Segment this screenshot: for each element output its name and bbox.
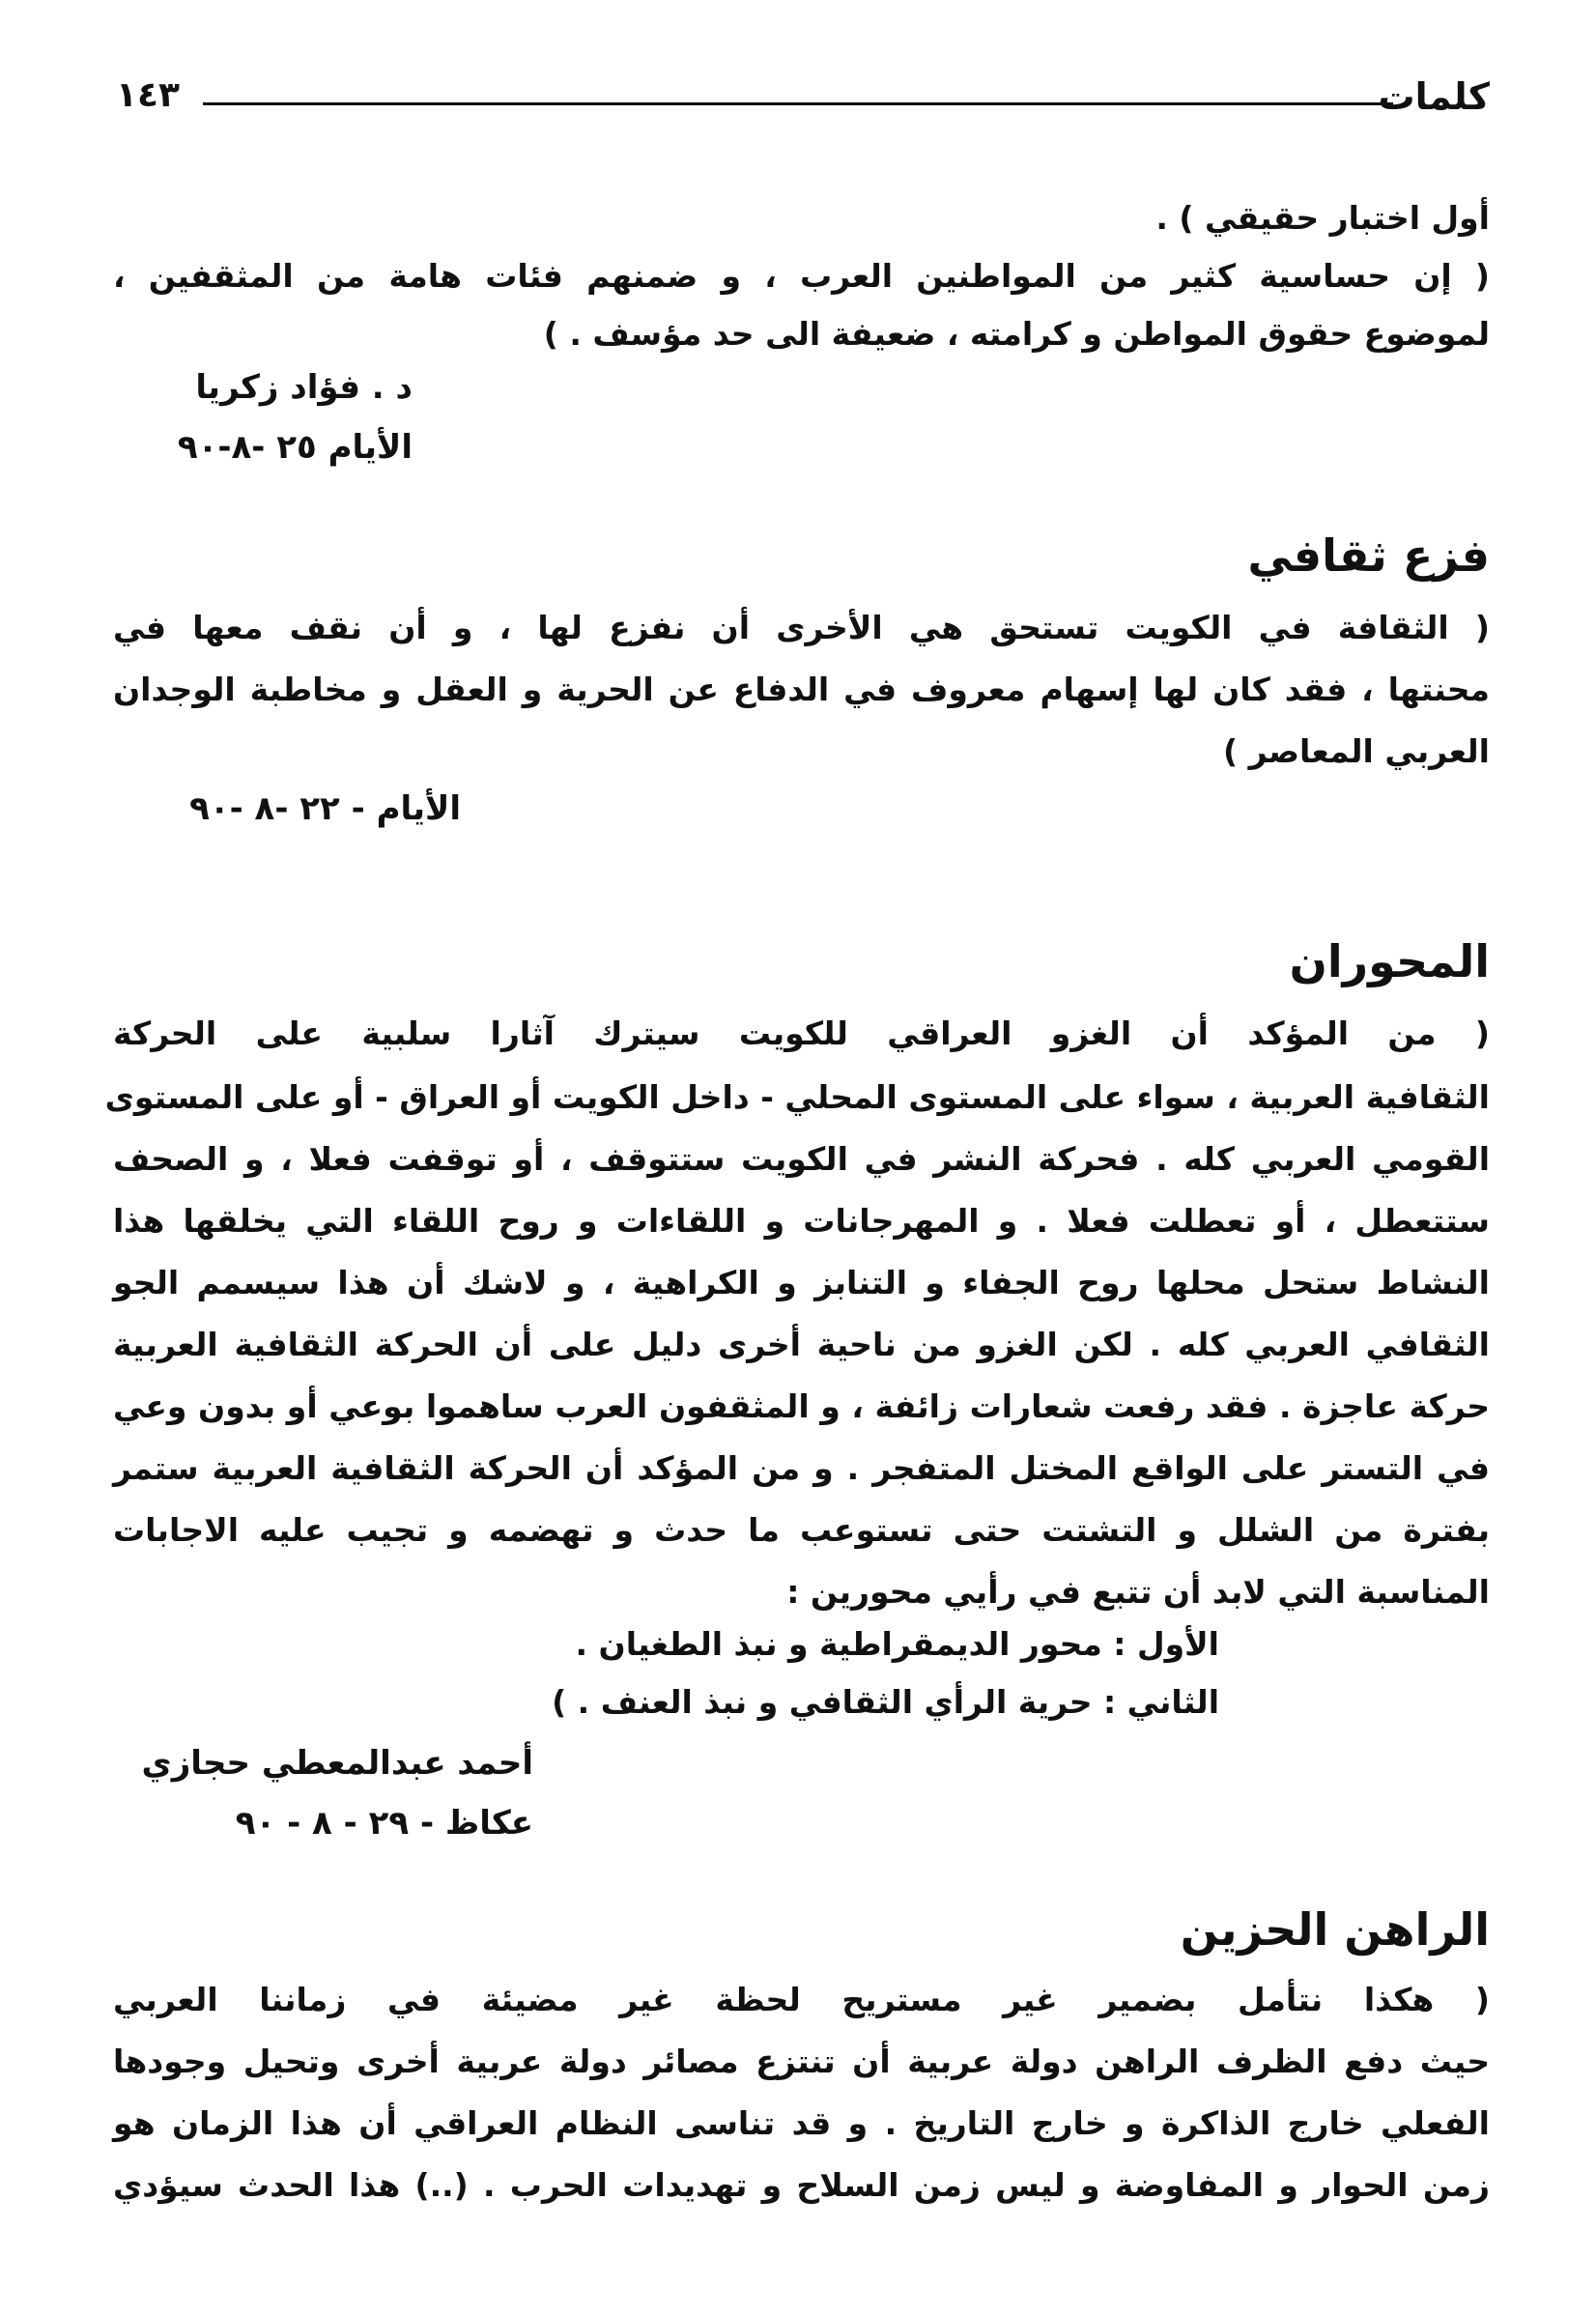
section-heading: المحوران <box>1289 935 1490 987</box>
paragraph-line: أول اختبار حقيقي ) . <box>1155 199 1490 237</box>
paragraph-line: الفعلي خارج الذاكرة و خارج التاريخ . و قد تناسى النظام العراقي أن هذا الزمان هو <box>113 2104 1490 2142</box>
page-number: ١٤٣ <box>116 75 180 115</box>
paragraph-line: ستتعطل ، أو تعطلت فعلا . و المهرجانات و اللقاءات و روح اللقاء التي يخلقها هذا <box>113 1202 1490 1240</box>
paragraph-line: العربي المعاصر ) <box>1223 732 1490 770</box>
paragraph-line: ( هكذا نتأمل بضمير غير مستريح لحظة غير مضيئة في زماننا العربي <box>113 1981 1490 2018</box>
paragraph-line: الثقافية العربية ، سواء على المستوى المحلي - داخل الكويت أو العراق - أو على المستوى <box>104 1078 1490 1116</box>
paragraph-line: في التستر على الواقع المختل المتفجر . و من المؤكد أن الحركة الثقافية العربية ستمر <box>113 1449 1490 1487</box>
section-heading: الراهن الحزين <box>1180 1903 1490 1956</box>
source-citation: عكاظ - ٢٩ - ٨ - ٩٠ <box>235 1804 533 1843</box>
list-item: الثاني : حرية الرأي الثقافي و نبذ العنف . ) <box>552 1683 1219 1721</box>
paragraph-line: ( إن حساسية كثير من المواطنين العرب ، و ضمنهم فئات هامة من المثقفين ، <box>113 257 1490 295</box>
source-citation: الأيام ٢٥ -٨-٩٠ <box>177 428 413 467</box>
paragraph-line: بفترة من الشلل و التشتت حتى تستوعب ما حدث و تهضمه و تجيب عليه الاجابات <box>113 1511 1490 1549</box>
paragraph-line: النشاط ستحل محلها روح الجفاء و التنابز و الكراهية ، و لاشك أن هذا سيسمم الجو <box>113 1264 1490 1301</box>
list-item: الأول : محور الديمقراطية و نبذ الطغيان . <box>575 1625 1219 1663</box>
paragraph-line: المناسبة التي لابد أن تتبع في رأيي محورين : <box>786 1573 1490 1611</box>
paragraph-line: ( الثقافة في الكويت تستحق هي الأخرى أن نفزع لها ، و أن نقف معها في <box>113 609 1490 646</box>
paragraph-line: لموضوع حقوق المواطن و كرامته ، ضعيفة الى حد مؤسف . ) <box>543 315 1490 353</box>
paragraph-line: زمن الحوار و المفاوضة و ليس زمن السلاح و تهديدات الحرب . (..) هذا الحدث سيؤدي <box>113 2166 1490 2204</box>
paragraph-line: حركة عاجزة . فقد رفعت شعارات زائفة ، و المثقفون العرب ساهموا بوعي أو بدون وعي <box>113 1387 1490 1425</box>
paragraph-line: حيث دفع الظرف الراهن دولة عربية أن تنتزع مصائر دولة عربية أخرى وتحيل وجودها <box>113 2043 1490 2080</box>
paragraph-line: ( من المؤكد أن الغزو العراقي للكويت سيترك آثارا سلبية على الحركة <box>113 1015 1490 1052</box>
section-heading: فزع ثقافي <box>1247 529 1490 582</box>
paragraph-line: محنتها ، فقد كان لها إسهام معروف في الدفاع عن الحرية و العقل و مخاطبة الوجدان <box>113 671 1490 708</box>
running-header <box>116 75 1490 124</box>
author-name: أحمد عبدالمعطي حجازي <box>141 1744 533 1783</box>
paragraph-line: القومي العربي كله . فحركة النشر في الكويت ستتوقف ، أو توقفت فعلا ، و الصحف <box>113 1140 1490 1178</box>
author-name: د . فؤاد زكريا <box>195 368 413 407</box>
source-citation: الأيام - ٢٢ -٨ -٩٠ <box>189 789 461 828</box>
paragraph-line: الثقافي العربي كله . لكن الغزو من ناحية أخرى دليل على أن الحركة الثقافية العربية <box>113 1326 1490 1363</box>
header-rule <box>203 102 1393 105</box>
header-title: كلمات <box>1378 75 1490 118</box>
